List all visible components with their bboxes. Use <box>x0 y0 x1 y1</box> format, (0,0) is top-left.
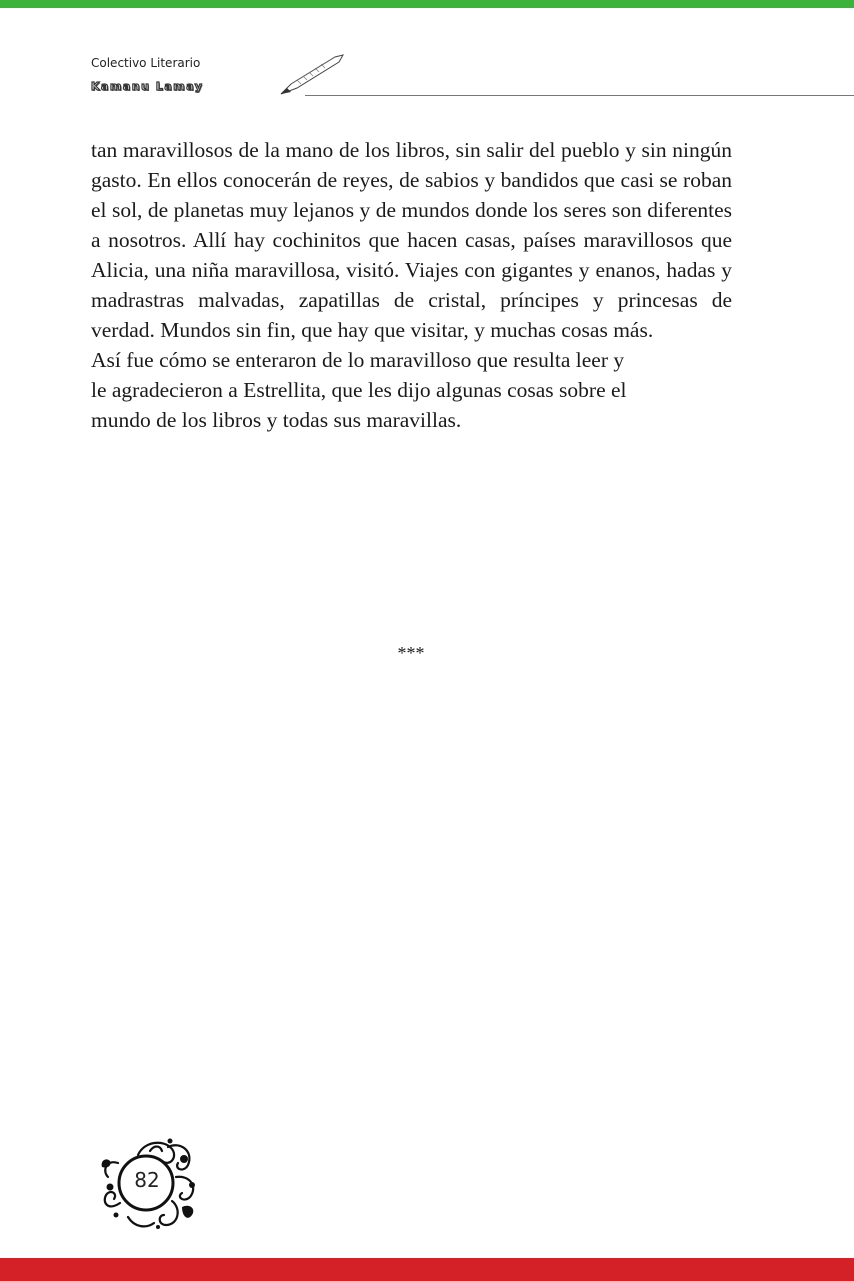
page-number: 82 <box>134 1168 160 1192</box>
section-separator: *** <box>397 643 425 663</box>
top-accent-bar <box>0 0 854 8</box>
body-text <box>91 135 732 435</box>
header-rule <box>305 95 854 96</box>
collective-name-logo: Kamanu Lamay <box>91 80 204 93</box>
paragraph: tan maravillosos de la mano de los libros, sin salir del pueblo y sin ningún gasto. En ellos conocerán de reyes, de sabios y bandidos que casi se roban el sol, de planetas muy lejanos y de mundos donde los seres son diferentes a nosotros. Allí hay cochinitos que hacen casas, países maravillosos que Alicia, una niña maravillosa, visitó. Viajes con gigantes y enanos, hadas y madrastras malvadas, zapatillas de cristal, príncipes y princesas de verdad. Mundos sin fin, que hay que visitar, y muchas cosas más. <box>91 138 732 342</box>
quill-pen-icon <box>277 54 347 98</box>
text-line: mundo de los libros y todas sus maravillas. <box>91 408 462 432</box>
text-line: le agradecieron a Estrellita, que les dijo algunas cosas sobre el <box>91 378 627 402</box>
collective-label: Colectivo Literario <box>91 56 201 70</box>
bottom-accent-bar <box>0 1258 854 1281</box>
paragraph <box>91 345 732 435</box>
text-line: Así fue cómo se enteraron de lo maravilloso que resulta leer y <box>91 348 625 372</box>
page-header <box>91 56 854 100</box>
